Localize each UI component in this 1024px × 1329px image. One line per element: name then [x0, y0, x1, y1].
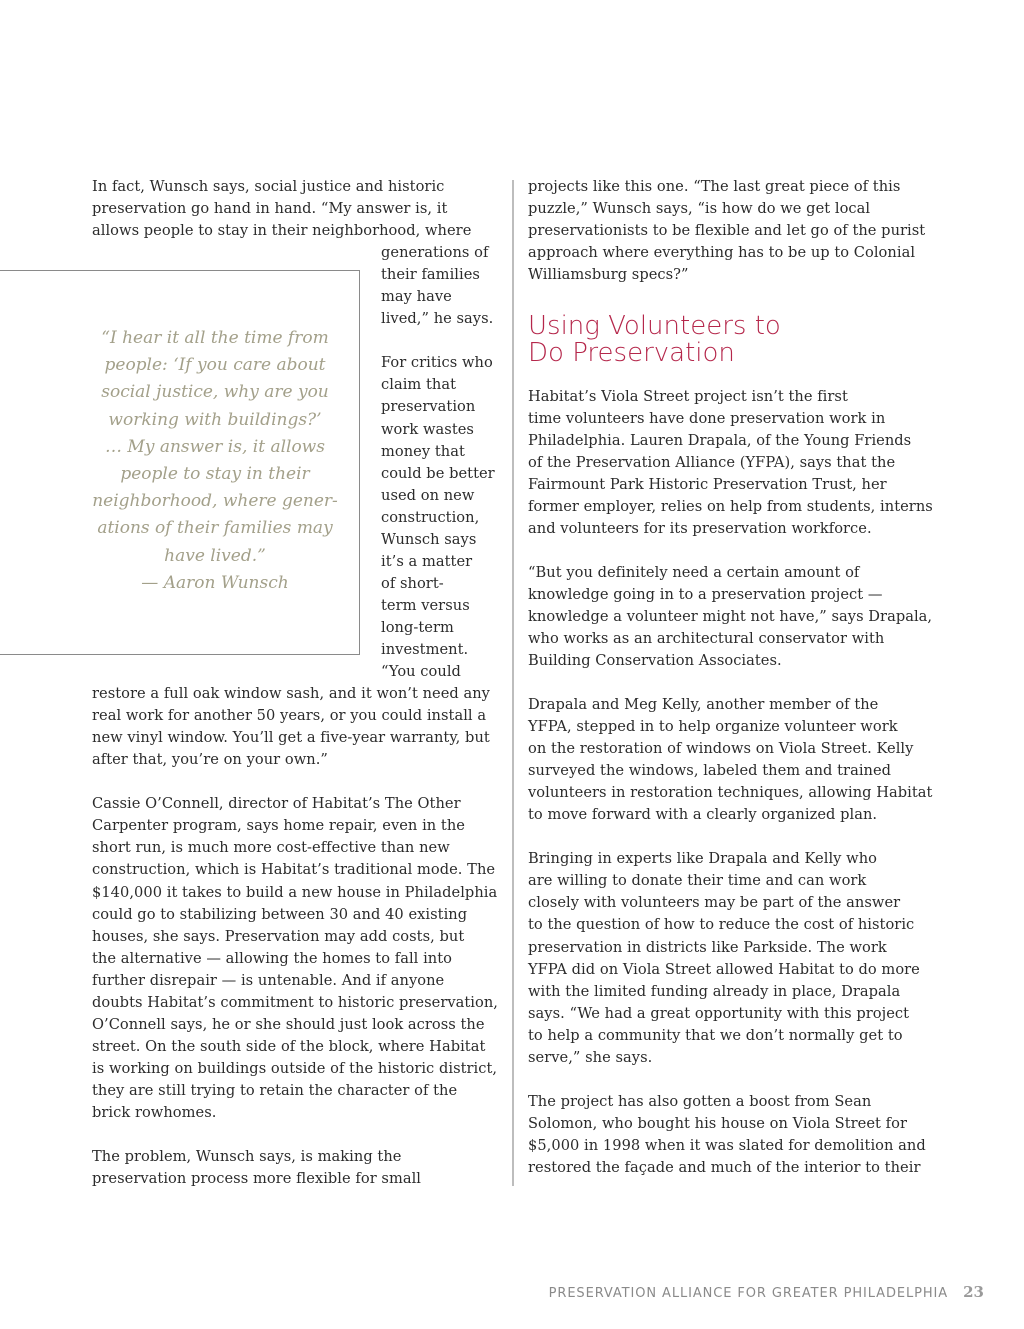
page-footer — [549, 1283, 984, 1301]
text-line: time volunteers have done preservation work in — [528, 409, 886, 427]
text-line: says. “We had a great opportunity with this project — [528, 1004, 910, 1022]
text-line: “But you definitely need a certain amount of — [528, 563, 860, 581]
text-line: new vinyl window. You’ll get a five-year warranty, but — [92, 729, 490, 747]
text-line: Wunsch says — [381, 530, 477, 548]
text-line: of short- — [381, 574, 444, 592]
right-para-4 — [528, 694, 933, 826]
text-line: further disrepair — is untenable. And if anyone — [92, 971, 445, 989]
text-line: The project has also gotten a boost from Sean — [528, 1092, 872, 1110]
text-line: on the restoration of windows on Viola Street. Kelly — [528, 740, 914, 758]
text-line: Philadelphia. Lauren Drapala, of the Young Friends — [528, 431, 912, 449]
text-line: surveyed the windows, labeled them and trained — [528, 762, 892, 780]
section-heading — [528, 313, 781, 367]
text-line: YFPA, stepped in to help organize volunteer work — [528, 718, 898, 736]
text-line: Fairmount Park Historic Preservation Trust, her — [528, 475, 887, 493]
text-line: money that — [381, 442, 465, 460]
text-line: investment. — [381, 640, 469, 658]
text-line: is working on buildings outside of the historic district, — [92, 1059, 498, 1077]
right-para-2 — [528, 386, 933, 540]
text-line: $5,000 in 1998 when it was slated for demolition and — [528, 1136, 926, 1154]
right-body-continued — [528, 386, 933, 1180]
text-line: serve,” she says. — [528, 1048, 653, 1066]
text-line: Cassie O’Connell, director of Habitat’s The Other — [92, 795, 461, 813]
left-para-2 — [92, 683, 498, 771]
pull-quote-attribution: — Aaron Wunsch — [141, 572, 289, 593]
right-para-5 — [528, 848, 933, 1068]
text-line: YFPA did on Viola Street allowed Habitat to do more — [528, 960, 920, 978]
text-line: may have — [381, 288, 452, 306]
text-line: projects like this one. “The last great piece of this — [528, 178, 901, 195]
text-line: could be better — [381, 464, 495, 482]
column-divider — [512, 180, 514, 1186]
text-line: generations of — [381, 244, 489, 262]
pull-quote-line: people to stay in their — [120, 463, 310, 484]
publication-name: PRESERVATION ALLIANCE FOR GREATER PHILADELPHIA — [548, 1286, 949, 1301]
pull-quote-line: neighborhood, where gener- — [92, 491, 338, 512]
right-para-6 — [528, 1091, 933, 1179]
text-line: former employer, relies on help from students, interns — [528, 497, 933, 515]
text-line: to help a community that we don’t normally get to — [528, 1026, 903, 1044]
text-line: In fact, Wunsch says, social justice and historic — [92, 178, 445, 195]
pull-quote-line: working with buildings?’ — [108, 409, 322, 430]
text-line: work wastes — [381, 420, 474, 438]
text-line: restored the façade and much of the interior to their — [528, 1158, 921, 1176]
text-line: volunteers in restoration techniques, allowing Habitat — [528, 784, 933, 802]
text-line: “You could — [381, 663, 461, 681]
text-line: with the limited funding already in place, Drapala — [528, 982, 901, 1000]
text-line: The problem, Wunsch says, is making the — [92, 1148, 402, 1166]
text-line: who works as an architectural conservator with — [528, 629, 885, 647]
text-line: knowledge going in to a preservation project — — [528, 585, 883, 603]
text-line: real work for another 50 years, or you could install a — [92, 707, 487, 725]
text-line: term versus — [381, 596, 470, 614]
heading-line: Do Preservation — [528, 338, 735, 368]
text-line: O’Connell says, he or she should just look across the — [92, 1015, 485, 1033]
text-line: Bringing in experts like Drapala and Kelly who — [528, 850, 877, 868]
text-line: used on new — [381, 486, 475, 504]
text-line — [381, 330, 511, 352]
text-line: preservation process more flexible for small — [92, 1170, 422, 1188]
text-line: doubts Habitat’s commitment to historic preservation, — [92, 993, 499, 1011]
text-line: short run, is much more cost-effective than new — [92, 839, 450, 857]
right-para-1 — [528, 176, 936, 286]
pull-quote-line: ations of their families may — [97, 518, 333, 539]
left-narrow-wrap — [381, 242, 511, 683]
right-para-3 — [528, 562, 933, 672]
text-line: they are still trying to retain the character of the — [92, 1081, 458, 1099]
text-line: it’s a matter — [381, 552, 473, 570]
pull-quote-line: … My answer is, it allows — [105, 436, 325, 457]
left-body-continued — [92, 683, 498, 1190]
text-line: For critics who — [381, 354, 493, 372]
left-para-3 — [92, 793, 498, 1124]
left-para-4 — [92, 1146, 498, 1190]
pull-quote-line: “I hear it all the time from — [101, 328, 329, 348]
pull-quote-line: social justice, why are you — [101, 382, 329, 403]
text-line: construction, which is Habitat’s traditional mode. The — [92, 861, 496, 879]
text-line: street. On the south side of the block, where Habitat — [92, 1037, 486, 1055]
text-line: their families — [381, 266, 480, 284]
text-line: and volunteers for its preservation workforce. — [528, 519, 872, 537]
text-line: construction, — [381, 508, 480, 526]
text-line: preservation in districts like Parkside. The work — [528, 938, 887, 956]
page-number: 23 — [963, 1283, 984, 1301]
text-line: Building Conservation Associates. — [528, 652, 782, 670]
text-line: are willing to donate their time and can work — [528, 872, 867, 890]
text-line: houses, she says. Preservation may add costs, but — [92, 927, 465, 945]
pull-quote — [90, 325, 340, 597]
text-line: Drapala and Meg Kelly, another member of the — [528, 696, 879, 714]
text-line: Solomon, who bought his house on Viola Street for — [528, 1114, 907, 1132]
text-line: closely with volunteers may be part of the answer — [528, 894, 901, 912]
text-line: lived,” he says. — [381, 310, 494, 328]
pull-quote-line: people: ‘If you care about — [104, 355, 326, 376]
text-line: $140,000 it takes to build a new house in Philadelphia — [92, 883, 498, 901]
text-line: knowledge a volunteer might not have,” says Drapala, — [528, 607, 933, 625]
text-line: preservation go hand in hand. “My answer is, it — [92, 200, 448, 218]
pull-quote-line: have lived.” — [164, 545, 266, 566]
text-line: preservation — [381, 398, 476, 416]
text-line: to move forward with a clearly organized plan. — [528, 806, 878, 824]
text-line: restore a full oak window sash, and it won’t need any — [92, 685, 490, 703]
text-line: of the Preservation Alliance (YFPA), says that the — [528, 453, 896, 471]
text-line: could go to stabilizing between 30 and 40 existing — [92, 905, 468, 923]
text-line: claim that — [381, 376, 457, 394]
left-para-1-intro — [92, 176, 500, 242]
text-line: allows people to stay in their neighborhood, where — [92, 222, 472, 240]
text-line: to the question of how to reduce the cost of historic — [528, 916, 915, 934]
heading-line: Using Volunteers to — [528, 311, 781, 341]
text-line: approach where everything has to be up to Colonial — [528, 244, 916, 262]
text-line: after that, you’re on your own.” — [92, 751, 328, 769]
text-line: the alternative — allowing the homes to fall into — [92, 949, 452, 967]
text-line: Habitat’s Viola Street project isn’t the first — [528, 387, 848, 405]
text-line: preservationists to be flexible and let go of the purist — [528, 222, 926, 240]
text-line: long-term — [381, 618, 454, 636]
text-line: Williamsburg specs?” — [528, 266, 689, 284]
text-line: puzzle,” Wunsch says, “is how do we get local — [528, 200, 871, 218]
text-line: Carpenter program, says home repair, even in the — [92, 817, 465, 835]
text-line: brick rowhomes. — [92, 1103, 217, 1121]
